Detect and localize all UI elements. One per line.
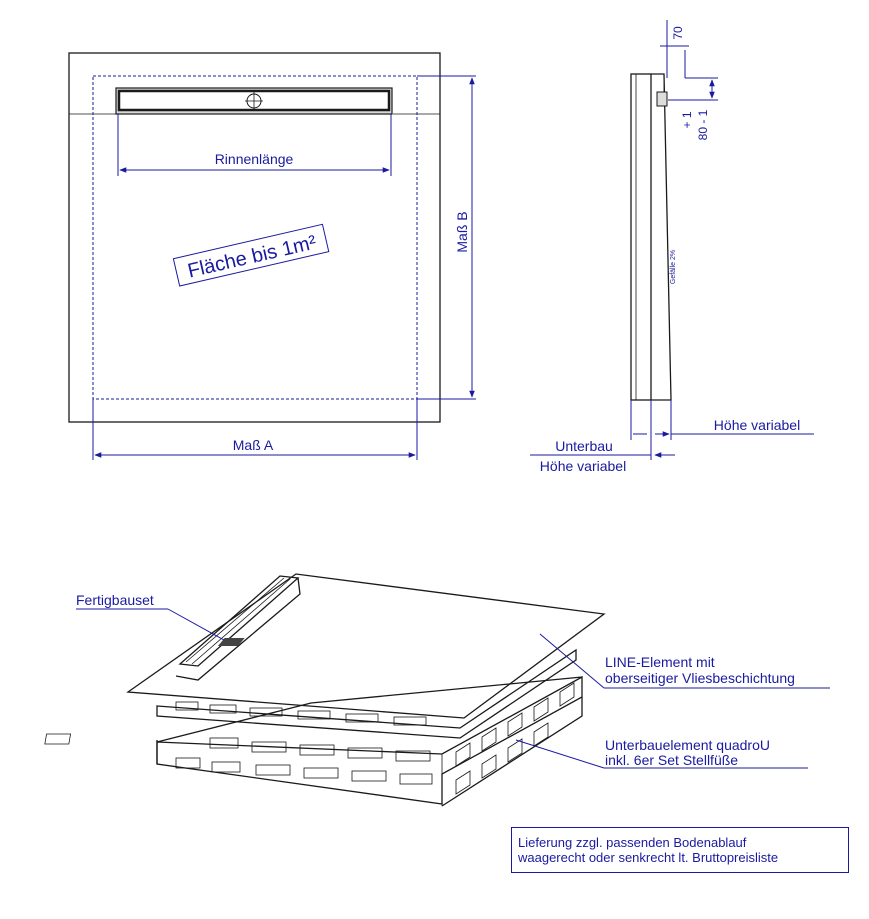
iso-line-element [128, 574, 604, 718]
dim-plus-label: + 1 [680, 111, 694, 129]
unterbau-label: Unterbau [555, 438, 613, 454]
side-substructure [631, 74, 651, 400]
unterbau-element-label-2: inkl. 6er Set Stellfüße [605, 752, 739, 768]
isometric-view [45, 574, 830, 806]
channel-drain [116, 88, 392, 114]
iso-drain-channel [176, 576, 300, 680]
dim-top-label: 70 [671, 26, 685, 40]
iso-middle-grid [157, 650, 576, 738]
side-drain-profile [657, 92, 667, 106]
side-line-element [651, 74, 671, 400]
flaeche-label-group [173, 224, 328, 286]
fertigbauset-label: Fertigbauset [76, 592, 154, 608]
mass-a-label: Maß A [232, 437, 274, 453]
iso-substructure [45, 677, 582, 806]
unterbau-element-label-1: Unterbauelement quadroU [605, 737, 770, 753]
gefaelle-label: Gefälle 2% [670, 249, 677, 285]
side-view [530, 20, 814, 474]
hoehe-variabel-left: Höhe variabel [539, 458, 627, 474]
line-element-label-2: oberseitiger Vliesbeschichtung [605, 670, 795, 686]
plan-dashed-area [93, 76, 417, 399]
rinnenlaenge-label: Rinnenlänge [214, 151, 294, 167]
hoehe-variabel-right: Höhe variabel [713, 417, 801, 433]
delivery-note [511, 827, 849, 873]
dim-right-label: 80 - 1 [696, 109, 710, 141]
delivery-note-line-1: Lieferung zzgl. passenden Bodenablauf [518, 835, 747, 850]
line-element-label-1: LINE-Element mit [605, 654, 715, 670]
mass-b-label: Maß B [454, 211, 470, 253]
delivery-note-line-2: waagerecht oder senkrecht lt. Bruttopreisliste [518, 850, 779, 865]
plan-view [69, 53, 476, 460]
flaeche-label: Fläche bis 1m² [185, 231, 319, 283]
